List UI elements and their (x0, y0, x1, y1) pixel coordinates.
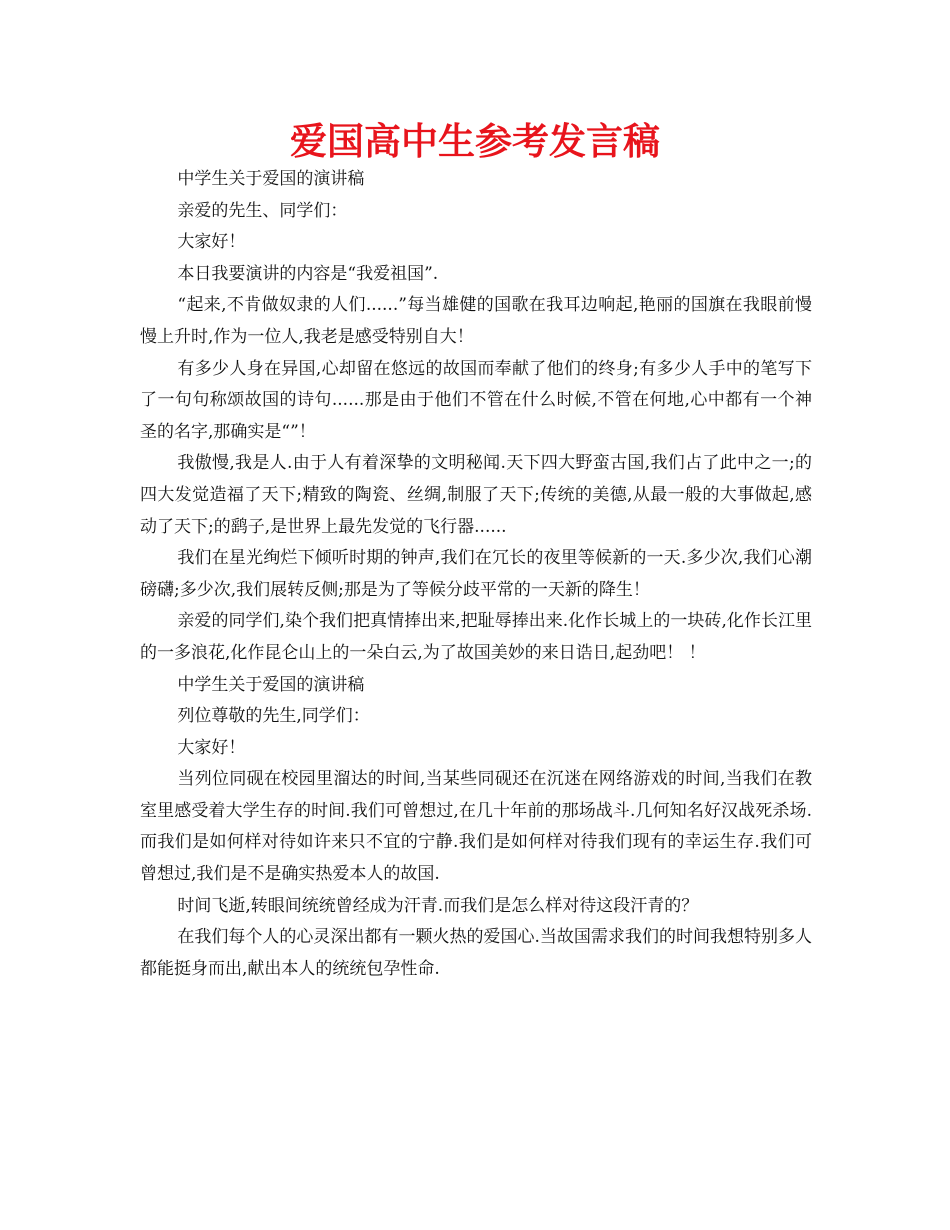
document-body (140, 164, 812, 985)
paragraph: 当列位同砚在校园里溜达的时间,当某些同砚还在沉迷在网络游戏的时间,当我们在教室里感受着大学生存的时间.我们可曾想过,在几十年前的那场战斗.几何知名好汉战死杀场.而我们是如何样对待如许来只不宜的宁静.我们是如何样对待我们现有的幸运生存.我们可曾想过,我们是不是确实热爱本人的故国. (140, 769, 812, 885)
paragraph: 时间飞逝,转眼间统统曾经成为汗青.而我们是怎么样对待这段汗青的？ (177, 895, 699, 916)
paragraph: 我们在星光绚烂下倾听时期的钟声,我们在冗长的夜里等候新的一天.多少次,我们心潮磅礴;多少次,我们展转反侧;那是为了等候分歧平常的一天新的降生！ (140, 548, 812, 600)
paragraph: 有多少人身在异国,心却留在悠远的故国而奉献了他们的终身;有多少人手中的笔写下了一句句称颂故国的诗句......那是由于他们不管在什么时候,不管在何地,心中都有一个神圣的名字,那确实是“”！ (140, 358, 812, 442)
paragraph: 亲爱的同学们,染个我们把真情捧出来,把耻辱捧出来.化作长城上的一块砖,化作长江里的一多浪花,化作昆仑山上的一朵白云,为了故国美妙的来日诰日,起劲吧！ ！ (140, 611, 812, 663)
paragraph: “起来,不肯做奴隶的人们......”每当雄健的国歌在我耳边响起,艳丽的国旗在我眼前慢慢上升时,作为一位人,我老是感受特别自大！ (140, 295, 812, 347)
paragraph: 大家好！ (177, 737, 246, 758)
paragraph: 大家好！ (177, 232, 246, 253)
paragraph: 在我们每个人的心灵深出都有一颗火热的爱国心.当故国需求我们的时间我想特别多人都能挺身而出,献出本人的统统包孕性命. (140, 927, 812, 979)
paragraph: 中学生关于爱国的演讲稿 (177, 169, 365, 189)
paragraph: 中学生关于爱国的演讲稿 (177, 674, 365, 695)
document-title: 爱国高中生参考发言稿 (290, 120, 660, 163)
paragraph: 亲爱的先生、同学们： (177, 200, 348, 221)
paragraph: 我傲慢,我是人.由于人有着深挚的文明秘闻.天下四大野蛮古国,我们占了此中之一;的四大发觉造福了天下;精致的陶瓷、丝绸,制服了天下;传统的美德,从最一般的大事做起,感动了天下;的鹞子,是世界上最先发觉的飞行器...... (140, 453, 812, 537)
paragraph: 本日我要演讲的内容是“我爱祖国”. (177, 263, 439, 284)
paragraph: 列位尊敬的先生,同学们： (177, 706, 370, 727)
